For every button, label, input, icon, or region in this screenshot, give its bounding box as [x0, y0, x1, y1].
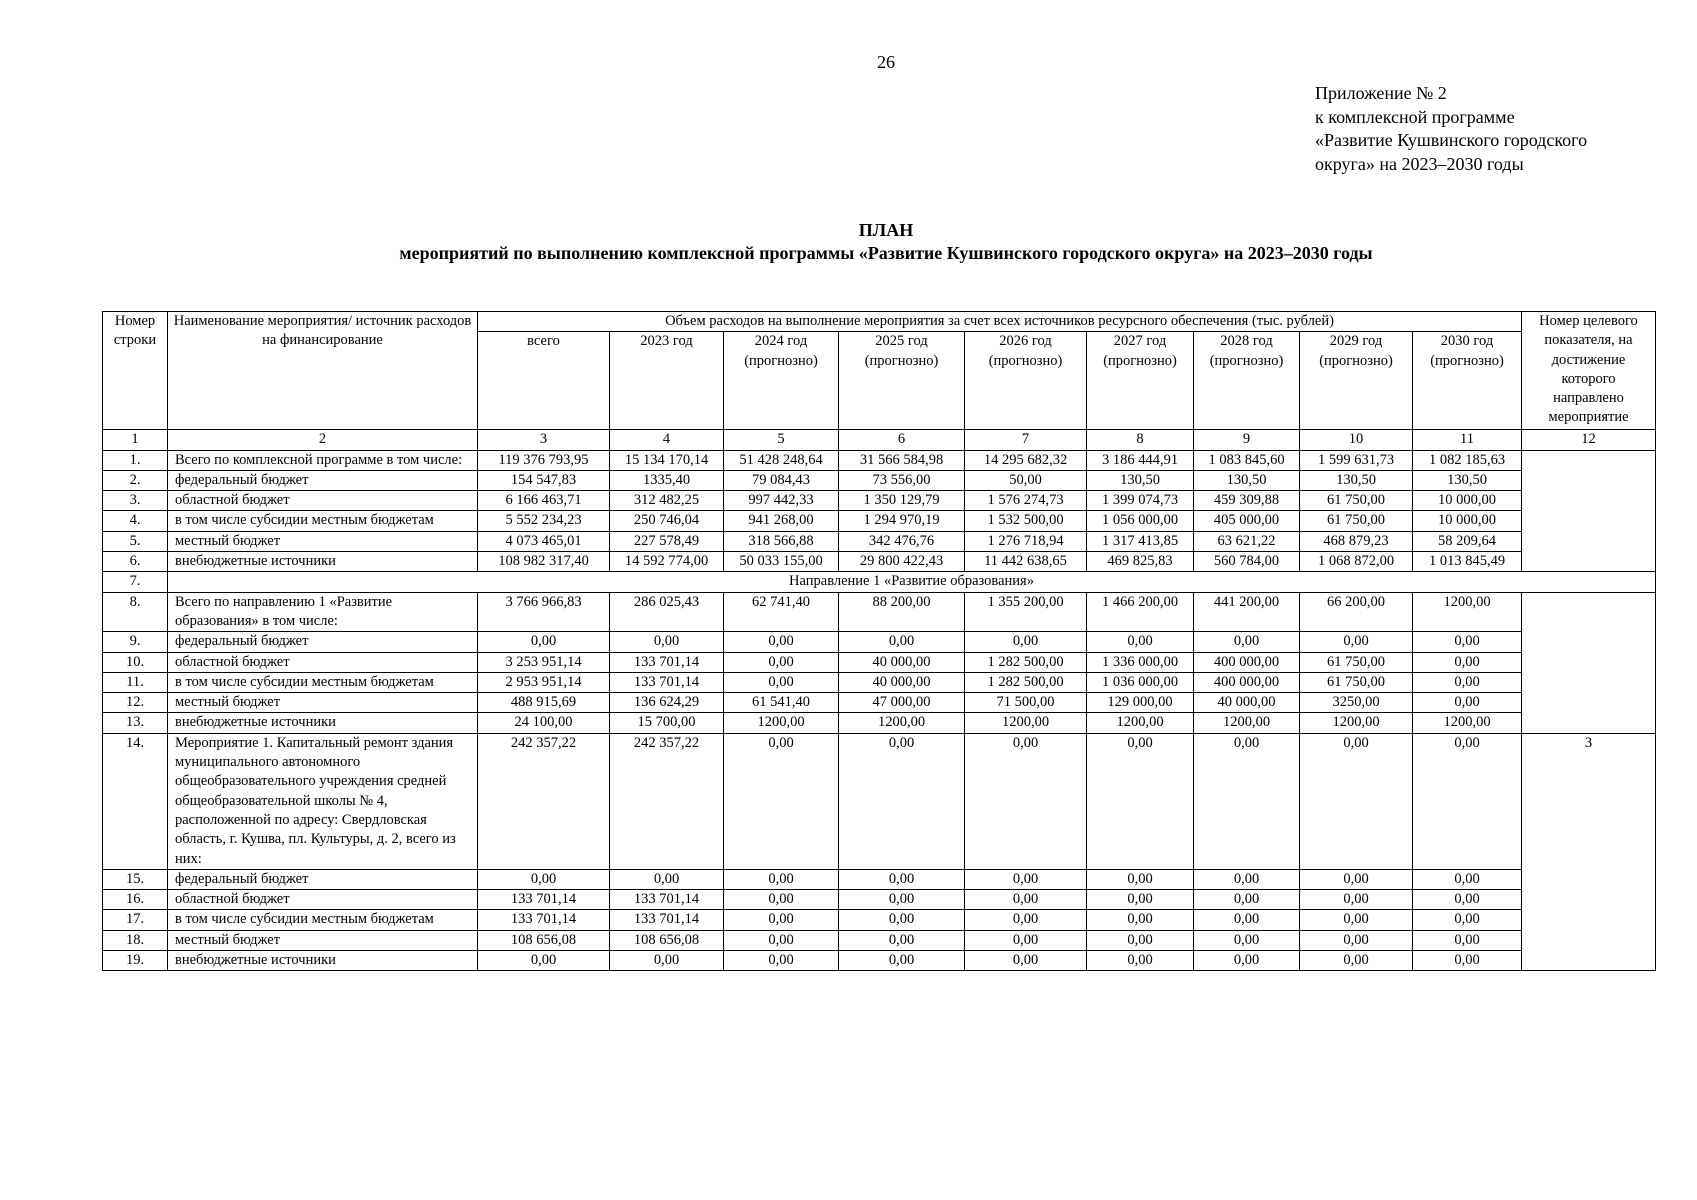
row-name: Всего по направлению 1 «Развитие образования» в том числе:: [168, 592, 478, 632]
column-number: 8: [1087, 430, 1194, 450]
value-cell: 0,00: [1300, 951, 1413, 971]
row-name: областной бюджет: [168, 890, 478, 910]
value-cell: 61 541,40: [724, 693, 839, 713]
value-cell: 108 982 317,40: [478, 552, 610, 572]
value-cell: 1 282 500,00: [965, 672, 1087, 692]
value-cell: 0,00: [839, 910, 965, 930]
value-cell: 1 082 185,63: [1413, 450, 1522, 470]
value-cell: 312 482,25: [610, 491, 724, 511]
section-row: [103, 572, 1656, 592]
table-body: [103, 312, 1656, 971]
value-cell: 3 766 966,83: [478, 592, 610, 632]
value-cell: 29 800 422,43: [839, 552, 965, 572]
row-number: 17.: [103, 910, 168, 930]
header-row-number: Номер строки: [103, 312, 168, 430]
column-number: 3: [478, 430, 610, 450]
value-cell: 0,00: [965, 869, 1087, 889]
value-cell: 2 953 951,14: [478, 672, 610, 692]
value-cell: 10 000,00: [1413, 491, 1522, 511]
value-cell: 40 000,00: [839, 672, 965, 692]
value-cell: 24 100,00: [478, 713, 610, 733]
value-cell: 1200,00: [1413, 592, 1522, 632]
value-cell: 0,00: [610, 869, 724, 889]
value-cell: 0,00: [724, 869, 839, 889]
table-row: [103, 592, 1656, 632]
row-name: внебюджетные источники: [168, 951, 478, 971]
value-cell: 0,00: [1194, 733, 1300, 869]
header-volume: Объем расходов на выполнение мероприятия за счет всех источников ресурсного обеспечения (тыс. рублей): [478, 312, 1522, 332]
table-row: [103, 491, 1656, 511]
table-row: [103, 869, 1656, 889]
header-row: [103, 312, 1656, 332]
value-cell: 405 000,00: [1194, 511, 1300, 531]
row-name: местный бюджет: [168, 930, 478, 950]
value-cell: 0,00: [1300, 890, 1413, 910]
table-row: [103, 552, 1656, 572]
value-cell: 1 532 500,00: [965, 511, 1087, 531]
header-year: 2024 год (прогнозно): [724, 332, 839, 430]
value-cell: 1 355 200,00: [965, 592, 1087, 632]
table-row: [103, 672, 1656, 692]
value-cell: 0,00: [478, 632, 610, 652]
value-cell: 0,00: [1087, 951, 1194, 971]
target-indicator-cell: 3: [1522, 733, 1656, 971]
column-number: 2: [168, 430, 478, 450]
value-cell: 0,00: [1413, 733, 1522, 869]
column-number: 10: [1300, 430, 1413, 450]
row-number: 15.: [103, 869, 168, 889]
table-row: [103, 693, 1656, 713]
header-year: всего: [478, 332, 610, 430]
value-cell: 133 701,14: [610, 652, 724, 672]
value-cell: 1 576 274,73: [965, 491, 1087, 511]
target-indicator-cell: [1522, 450, 1656, 572]
value-cell: 342 476,76: [839, 531, 965, 551]
table-row: [103, 450, 1656, 470]
table-row: [103, 930, 1656, 950]
row-name: в том числе субсидии местным бюджетам: [168, 910, 478, 930]
table-row: [103, 733, 1656, 869]
value-cell: 0,00: [724, 672, 839, 692]
value-cell: 119 376 793,95: [478, 450, 610, 470]
column-number: 6: [839, 430, 965, 450]
value-cell: 0,00: [1413, 693, 1522, 713]
value-cell: 108 656,08: [478, 930, 610, 950]
value-cell: 0,00: [1087, 930, 1194, 950]
value-cell: 0,00: [724, 890, 839, 910]
value-cell: 1 350 129,79: [839, 491, 965, 511]
value-cell: 0,00: [1194, 869, 1300, 889]
value-cell: 318 566,88: [724, 531, 839, 551]
value-cell: 31 566 584,98: [839, 450, 965, 470]
value-cell: 133 701,14: [478, 910, 610, 930]
value-cell: 1 294 970,19: [839, 511, 965, 531]
value-cell: 11 442 638,65: [965, 552, 1087, 572]
value-cell: 61 750,00: [1300, 652, 1413, 672]
value-cell: 0,00: [839, 890, 965, 910]
value-cell: 0,00: [1413, 910, 1522, 930]
value-cell: 0,00: [965, 910, 1087, 930]
value-cell: 1 466 200,00: [1087, 592, 1194, 632]
value-cell: 0,00: [724, 951, 839, 971]
value-cell: 61 750,00: [1300, 511, 1413, 531]
value-cell: 61 750,00: [1300, 672, 1413, 692]
header-year: 2026 год (прогнозно): [965, 332, 1087, 430]
value-cell: 47 000,00: [839, 693, 965, 713]
value-cell: 133 701,14: [478, 890, 610, 910]
value-cell: 0,00: [965, 632, 1087, 652]
value-cell: 0,00: [965, 951, 1087, 971]
value-cell: 50 033 155,00: [724, 552, 839, 572]
plan-title: [0, 219, 1697, 265]
header-name: Наименование мероприятия/ источник расходов на финансирование: [168, 312, 478, 430]
value-cell: 50,00: [965, 470, 1087, 490]
value-cell: 73 556,00: [839, 470, 965, 490]
value-cell: 0,00: [1194, 930, 1300, 950]
value-cell: 0,00: [1413, 869, 1522, 889]
row-number: 16.: [103, 890, 168, 910]
value-cell: 79 084,43: [724, 470, 839, 490]
value-cell: 0,00: [478, 951, 610, 971]
appendix-line: округа» на 2023–2030 годы: [1315, 153, 1524, 174]
target-indicator-cell: [1522, 592, 1656, 733]
value-cell: 0,00: [965, 733, 1087, 869]
value-cell: 441 200,00: [1194, 592, 1300, 632]
value-cell: 0,00: [965, 890, 1087, 910]
plan-title-main: ПЛАН: [858, 220, 914, 240]
row-name: областной бюджет: [168, 652, 478, 672]
value-cell: 5 552 234,23: [478, 511, 610, 531]
column-number: 4: [610, 430, 724, 450]
header-target: Номер целевого показателя, на достижение которого направлено мероприятие: [1522, 312, 1656, 430]
value-cell: 0,00: [1194, 632, 1300, 652]
value-cell: 15 700,00: [610, 713, 724, 733]
row-number: 1.: [103, 450, 168, 470]
row-name: в том числе субсидии местным бюджетам: [168, 672, 478, 692]
value-cell: 997 442,33: [724, 491, 839, 511]
row-name: местный бюджет: [168, 531, 478, 551]
section-title: Направление 1 «Развитие образования»: [168, 572, 1656, 592]
value-cell: 58 209,64: [1413, 531, 1522, 551]
value-cell: 61 750,00: [1300, 491, 1413, 511]
row-name: внебюджетные источники: [168, 552, 478, 572]
value-cell: 88 200,00: [839, 592, 965, 632]
value-cell: 0,00: [724, 910, 839, 930]
table-row: [103, 511, 1656, 531]
header-year: 2023 год: [610, 332, 724, 430]
appendix-line: «Развитие Кушвинского городского: [1315, 130, 1588, 150]
value-cell: 4 073 465,01: [478, 531, 610, 551]
value-cell: 0,00: [1300, 733, 1413, 869]
value-cell: 1 317 413,85: [1087, 531, 1194, 551]
plan-title-subtitle: мероприятий по выполнению комплексной программы «Развитие Кушвинского городского округа» на 2023–2030 годы: [399, 243, 1373, 263]
appendix-line: к комплексной программе: [1315, 106, 1515, 127]
page-number: 26: [877, 52, 895, 72]
row-number: 9.: [103, 632, 168, 652]
value-cell: 40 000,00: [1194, 693, 1300, 713]
value-cell: 129 000,00: [1087, 693, 1194, 713]
value-cell: 1 083 845,60: [1194, 450, 1300, 470]
header-year: 2027 год (прогнозно): [1087, 332, 1194, 430]
row-number: 2.: [103, 470, 168, 490]
row-number: 8.: [103, 592, 168, 632]
value-cell: 130,50: [1087, 470, 1194, 490]
value-cell: 1200,00: [839, 713, 965, 733]
table-row: [103, 470, 1656, 490]
value-cell: 0,00: [1194, 890, 1300, 910]
value-cell: 0,00: [1413, 951, 1522, 971]
value-cell: 1 068 872,00: [1300, 552, 1413, 572]
value-cell: 242 357,22: [478, 733, 610, 869]
table-row: [103, 531, 1656, 551]
value-cell: 133 701,14: [610, 890, 724, 910]
value-cell: 1200,00: [1413, 713, 1522, 733]
column-number: 5: [724, 430, 839, 450]
value-cell: 40 000,00: [839, 652, 965, 672]
header-year: 2025 год (прогнозно): [839, 332, 965, 430]
column-number: 1: [103, 430, 168, 450]
row-number: 18.: [103, 930, 168, 950]
value-cell: 0,00: [839, 951, 965, 971]
value-cell: 133 701,14: [610, 672, 724, 692]
value-cell: 286 025,43: [610, 592, 724, 632]
appendix-line: Приложение № 2: [1315, 83, 1447, 103]
value-cell: 3 253 951,14: [478, 652, 610, 672]
value-cell: 0,00: [1087, 910, 1194, 930]
row-number: 3.: [103, 491, 168, 511]
value-cell: 400 000,00: [1194, 652, 1300, 672]
value-cell: 1 056 000,00: [1087, 511, 1194, 531]
value-cell: 1 013 845,49: [1413, 552, 1522, 572]
value-cell: 71 500,00: [965, 693, 1087, 713]
value-cell: 560 784,00: [1194, 552, 1300, 572]
value-cell: 3 186 444,91: [1087, 450, 1194, 470]
value-cell: 6 166 463,71: [478, 491, 610, 511]
value-cell: 0,00: [610, 632, 724, 652]
table-row: [103, 632, 1656, 652]
table-row: [103, 910, 1656, 930]
value-cell: 0,00: [1194, 910, 1300, 930]
row-number: 14.: [103, 733, 168, 869]
header-year: 2029 год (прогнозно): [1300, 332, 1413, 430]
table-row: [103, 713, 1656, 733]
value-cell: 0,00: [1413, 890, 1522, 910]
row-name: Всего по комплексной программе в том числе:: [168, 450, 478, 470]
row-name: федеральный бюджет: [168, 869, 478, 889]
value-cell: 63 621,22: [1194, 531, 1300, 551]
row-number: 12.: [103, 693, 168, 713]
value-cell: 0,00: [478, 869, 610, 889]
value-cell: 133 701,14: [610, 910, 724, 930]
value-cell: 0,00: [724, 652, 839, 672]
value-cell: 459 309,88: [1194, 491, 1300, 511]
row-name: внебюджетные источники: [168, 713, 478, 733]
row-number: 19.: [103, 951, 168, 971]
value-cell: 1200,00: [1087, 713, 1194, 733]
row-name: Мероприятие 1. Капитальный ремонт здания муниципального автономного общеобразовательного учреждения средней общеобразовательной школы № 4, расположенной по адресу: Свердловская область, г. Кушва, пл. Культуры, д. 2, всего из них:: [168, 733, 478, 869]
value-cell: 0,00: [1300, 869, 1413, 889]
table-row: [103, 652, 1656, 672]
value-cell: 0,00: [724, 733, 839, 869]
column-number: 7: [965, 430, 1087, 450]
value-cell: 0,00: [1300, 632, 1413, 652]
value-cell: 242 357,22: [610, 733, 724, 869]
value-cell: 0,00: [1413, 652, 1522, 672]
value-cell: 1200,00: [724, 713, 839, 733]
value-cell: 130,50: [1300, 470, 1413, 490]
value-cell: 3250,00: [1300, 693, 1413, 713]
appendix-note: [1315, 82, 1587, 176]
value-cell: 0,00: [1087, 869, 1194, 889]
value-cell: 0,00: [839, 733, 965, 869]
row-name: федеральный бюджет: [168, 632, 478, 652]
value-cell: 0,00: [839, 869, 965, 889]
value-cell: 0,00: [1300, 910, 1413, 930]
value-cell: 51 428 248,64: [724, 450, 839, 470]
value-cell: 130,50: [1194, 470, 1300, 490]
value-cell: 108 656,08: [610, 930, 724, 950]
value-cell: 0,00: [724, 632, 839, 652]
value-cell: 469 825,83: [1087, 552, 1194, 572]
row-number: 6.: [103, 552, 168, 572]
value-cell: 0,00: [839, 632, 965, 652]
value-cell: 154 547,83: [478, 470, 610, 490]
value-cell: 0,00: [1087, 733, 1194, 869]
value-cell: 0,00: [724, 930, 839, 950]
value-cell: 0,00: [1087, 890, 1194, 910]
value-cell: 1 036 000,00: [1087, 672, 1194, 692]
column-number: 12: [1522, 430, 1656, 450]
row-name: федеральный бюджет: [168, 470, 478, 490]
header-year: 2030 год (прогнозно): [1413, 332, 1522, 430]
value-cell: 1 399 074,73: [1087, 491, 1194, 511]
value-cell: 0,00: [1413, 930, 1522, 950]
value-cell: 66 200,00: [1300, 592, 1413, 632]
value-cell: 15 134 170,14: [610, 450, 724, 470]
header-year: 2028 год (прогнозно): [1194, 332, 1300, 430]
value-cell: 1 282 500,00: [965, 652, 1087, 672]
value-cell: 0,00: [965, 930, 1087, 950]
table-row: [103, 890, 1656, 910]
row-number: 5.: [103, 531, 168, 551]
row-name: в том числе субсидии местным бюджетам: [168, 511, 478, 531]
value-cell: 1 336 000,00: [1087, 652, 1194, 672]
value-cell: 1335,40: [610, 470, 724, 490]
value-cell: 227 578,49: [610, 531, 724, 551]
table-row: [103, 951, 1656, 971]
row-number: 11.: [103, 672, 168, 692]
value-cell: 14 592 774,00: [610, 552, 724, 572]
value-cell: 62 741,40: [724, 592, 839, 632]
value-cell: 0,00: [1087, 632, 1194, 652]
value-cell: 10 000,00: [1413, 511, 1522, 531]
value-cell: 0,00: [1194, 951, 1300, 971]
plan-table: [102, 311, 1656, 971]
row-number: 10.: [103, 652, 168, 672]
value-cell: 1200,00: [965, 713, 1087, 733]
value-cell: 130,50: [1413, 470, 1522, 490]
value-cell: 14 295 682,32: [965, 450, 1087, 470]
value-cell: 941 268,00: [724, 511, 839, 531]
value-cell: 0,00: [1413, 672, 1522, 692]
column-number: 11: [1413, 430, 1522, 450]
value-cell: 488 915,69: [478, 693, 610, 713]
row-number: 4.: [103, 511, 168, 531]
column-numbers-row: [103, 430, 1656, 450]
value-cell: 400 000,00: [1194, 672, 1300, 692]
value-cell: 1200,00: [1300, 713, 1413, 733]
value-cell: 250 746,04: [610, 511, 724, 531]
value-cell: 0,00: [1300, 930, 1413, 950]
value-cell: 1 599 631,73: [1300, 450, 1413, 470]
value-cell: 468 879,23: [1300, 531, 1413, 551]
row-name: областной бюджет: [168, 491, 478, 511]
value-cell: 1200,00: [1194, 713, 1300, 733]
value-cell: 136 624,29: [610, 693, 724, 713]
row-name: местный бюджет: [168, 693, 478, 713]
value-cell: 0,00: [1413, 632, 1522, 652]
value-cell: 0,00: [839, 930, 965, 950]
column-number: 9: [1194, 430, 1300, 450]
value-cell: 1 276 718,94: [965, 531, 1087, 551]
row-number: 7.: [103, 572, 168, 592]
row-number: 13.: [103, 713, 168, 733]
value-cell: 0,00: [610, 951, 724, 971]
